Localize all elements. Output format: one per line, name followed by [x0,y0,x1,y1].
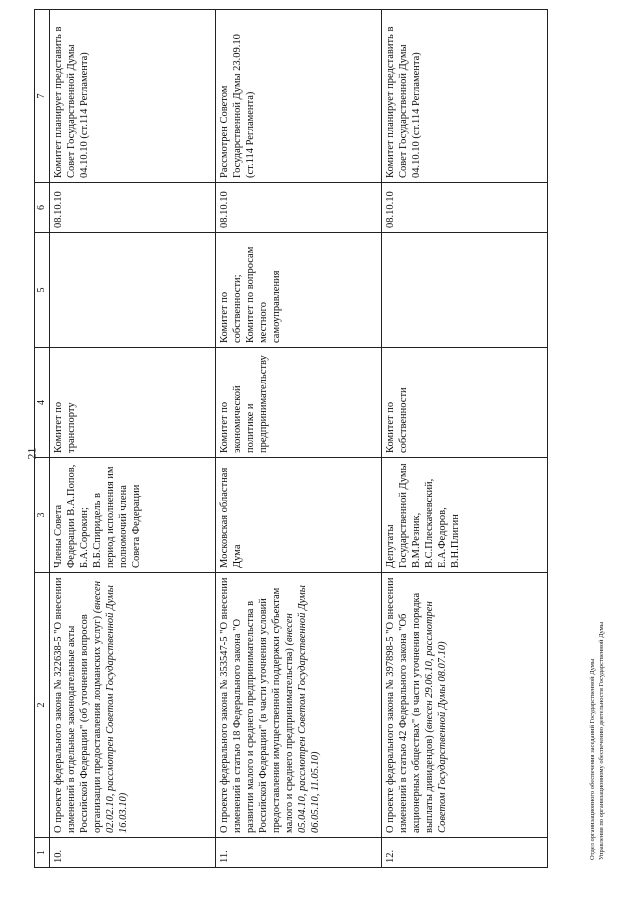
bill-desc: "О внесении изменений в отдельные законодательные акты Российской Федерации" (об уточнении вопросов организации предоставления лоцманских услуг) [53,577,103,833]
bill-note: (внесен 02.02.10, рассмотрен Советом Государственной Думы 16.03.10) [92,581,129,833]
co-committees [50,233,216,348]
col-header-6: 6 [35,183,50,233]
col-header-1: 1 [35,838,50,868]
bill-title: О проекте федерального закона № 353547-5 [219,636,230,833]
row-number: 10. [50,838,216,868]
col-header-3: 3 [35,458,50,573]
date: 08.10.10 [216,183,382,233]
responsible-committee: Комитет по экономической политике и предпринимательству [216,348,382,458]
bill-title: О проекте федерального закона № 322638-5 [53,636,64,833]
col-header-5: 5 [35,233,50,348]
status: Комитет планирует представить в Совет Государственной Думы 04.10.10 (ст.114 Регламента) [50,10,216,183]
date: 08.10.10 [382,183,548,233]
bills-table-rotated [34,10,570,868]
responsible-committee: Комитет по собственности [382,348,548,458]
table-row [50,10,216,868]
initiator: Московская областная Дума [216,458,382,573]
col-header-7: 7 [35,10,50,183]
co-committees [382,233,548,348]
bill-desc: "О внесении изменений в статью 18 Федерального закона "О развитии малого и среднего предпринимательства в Российской Федерации" (в части уточнения условий предоставления имущественной поддержки субъектам малого и среднего предпринимательства) [219,577,295,833]
footer-line-2: Управления по организационному обеспечению деятельности Государственной Думы [598,621,605,860]
responsible-committee: Комитет по транспорту [50,348,216,458]
bill-desc: "О внесении изменений в статью 42 Федерального закона "Об акционерных обществах" (в части уточнения порядка выплаты дивидендов) [385,577,435,833]
row-number: 12. [382,838,548,868]
row-number: 11. [216,838,382,868]
footer [588,420,606,860]
bill-note: (внесен 05.04.10, рассмотрен Советом Государственной Думы 06.05.10, 11.05.10) [284,585,321,833]
col-header-4: 4 [35,348,50,458]
bill-description [216,573,382,838]
bill-description [382,573,548,838]
bill-note: (внесен 29.06.10, рассмотрен Советом Государственной Думы 08.07.10) [424,601,448,833]
col-header-2: 2 [35,573,50,838]
table-row [382,10,548,868]
bill-description [50,573,216,838]
co-committees: Комитет по собственности; Комитет по вопросам местного самоуправления [216,233,382,348]
bills-table [34,9,548,868]
initiator: Члены Совета Федерации В.А.Попов, Б.А.Сорокин; В.Б.Спиридель в период исполнения им полномочий члена Совета Федерации [50,458,216,573]
footer-line-1: Отдел организационного обеспечения заседаний Государственной Думы [589,658,596,860]
table-row [216,10,382,868]
bill-title: О проекте федерального закона № 397898-5 [385,636,396,833]
status: Рассмотрен Советом Государственной Думы 23.09.10 (ст.114 Регламента) [216,10,382,183]
date: 08.10.10 [50,183,216,233]
page-number: 21 [24,447,39,460]
header-row [35,10,50,868]
status: Комитет планирует представить в Совет Государственной Думы 04.10.10 (ст.114 Регламента) [382,10,548,183]
initiator: Депутаты Государственной Думы В.М.Резник, В.С.Плескачевский, Е.А.Федоров, В.Н.Плигин [382,458,548,573]
